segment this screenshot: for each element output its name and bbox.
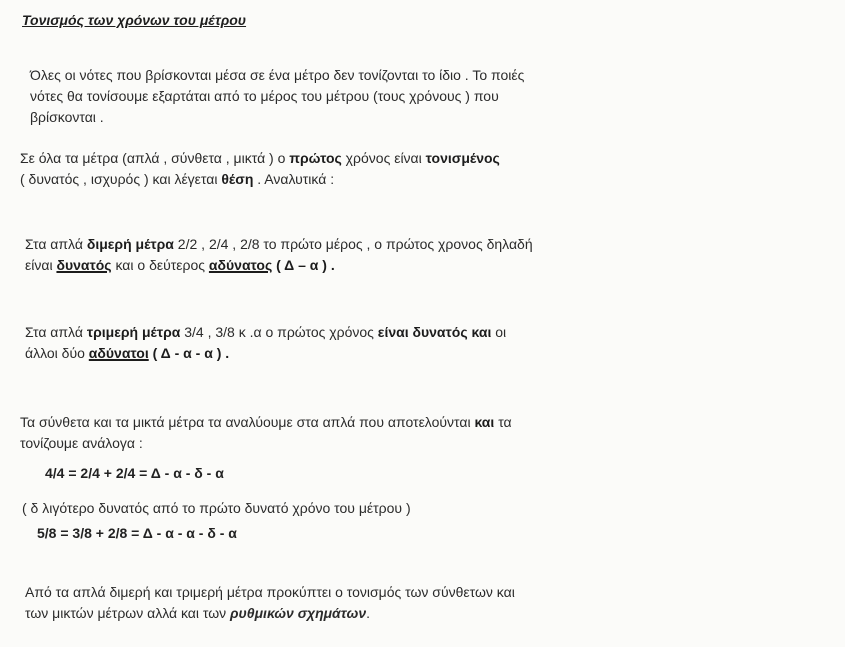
dimeri-text-a: Στα απλά (25, 236, 87, 252)
intro-paragraph (30, 65, 825, 128)
accent-first-bold: πρώτος (289, 150, 342, 166)
accent-paragraph (20, 148, 825, 190)
trimeri-dynatos: είναι δυνατός και (377, 324, 492, 340)
accent-text-a: Σε όλα τα μέτρα (απλά , σύνθετα , μικτά ) ο (20, 150, 290, 166)
intro-line-3: βρίσκονται . (30, 109, 104, 125)
conclusion-line-1: Από τα απλά διμερή και τριμερή μέτρα προκύπτει ο τονισμός των σύνθετων και (25, 584, 515, 600)
dimeri-line-1 (25, 234, 825, 255)
accent-text-c: χρόνος είναι (341, 150, 426, 166)
trimeri-adynatoi: αδύνατοι (88, 345, 149, 361)
composite-line-2: τονίζουμε ανάλογα : (20, 435, 143, 451)
dimeri-line-2 (25, 255, 825, 276)
trimeri-line-1 (25, 322, 825, 343)
dimeri-paragraph (25, 234, 825, 276)
intro-line-1: Όλες οι νότες που βρίσκονται μέσα σε ένα μέτρο δεν τονίζονται το ίδιο . Το ποιές (30, 67, 525, 83)
trimeri-text-a: Στα απλά (25, 324, 87, 340)
accent-thesi: θέση (221, 171, 254, 187)
trimeri-text-f: άλλοι δύο (25, 345, 89, 361)
conclusion-paragraph (25, 582, 825, 624)
composite-text-c: τα (494, 414, 512, 430)
accent-tonismenos: τονισμένος (425, 150, 500, 166)
dimeri-text-c: 2/2 , 2/4 , 2/8 το πρώτο μέρος , ο πρώτος χρονος δηλαδή (173, 236, 533, 252)
accent-text-e: ( δυνατός , ισχυρός ) και λέγεται (20, 171, 222, 187)
trimeri-text-e: οι (491, 324, 507, 340)
dimeri-formula: ( Δ – α ) . (272, 257, 335, 273)
composite-kai: και (474, 414, 495, 430)
dimeri-text-d: είναι (25, 257, 57, 273)
trimeri-text-c: 3/4 , 3/8 κ .α ο πρώτος χρόνος (180, 324, 378, 340)
page-title: Τονισμός των χρόνων του μέτρου (22, 12, 247, 28)
accent-line-1 (20, 148, 825, 169)
note-delta: ( δ λιγότερο δυνατός από το πρώτο δυνατό χρόνο του μέτρου ) (22, 500, 411, 516)
dimeri-text-f: και ο δεύτερος (111, 257, 209, 273)
accent-text-g: . Αναλυτικά : (253, 171, 335, 187)
trimeri-line-2 (25, 343, 825, 364)
composite-text-a: Τα σύνθετα και τα μικτά μέτρα τα αναλύουμε στα απλά που αποτελούνται (20, 414, 475, 430)
equation-4-4: 4/4 = 2/4 + 2/4 = Δ - α - δ - α (45, 465, 224, 481)
dimeri-adynatos: αδύνατος (208, 257, 273, 273)
trimeri-bold: τριμερή μέτρα (86, 324, 181, 340)
trimeri-paragraph (25, 322, 825, 364)
conclusion-rhythmic: ρυθμικών σχημάτων (230, 605, 367, 621)
composite-paragraph (20, 412, 825, 454)
intro-line-2: νότες θα τονίσουμε εξαρτάται από το μέρος του μέτρου (τους χρόνους ) που (30, 88, 499, 104)
conclusion-line-2 (25, 603, 825, 624)
trimeri-formula: ( Δ - α - α ) . (148, 345, 230, 361)
composite-line-1 (20, 412, 825, 433)
dimeri-bold: διμερή μέτρα (86, 236, 174, 252)
conclusion-text-a: των μικτών μέτρων αλλά και των (25, 605, 231, 621)
conclusion-text-c: . (366, 605, 371, 621)
equation-5-8: 5/8 = 3/8 + 2/8 = Δ - α - α - δ - α (37, 525, 237, 541)
dimeri-dynatos: δυνατός (56, 257, 112, 273)
accent-line-2 (20, 169, 825, 190)
